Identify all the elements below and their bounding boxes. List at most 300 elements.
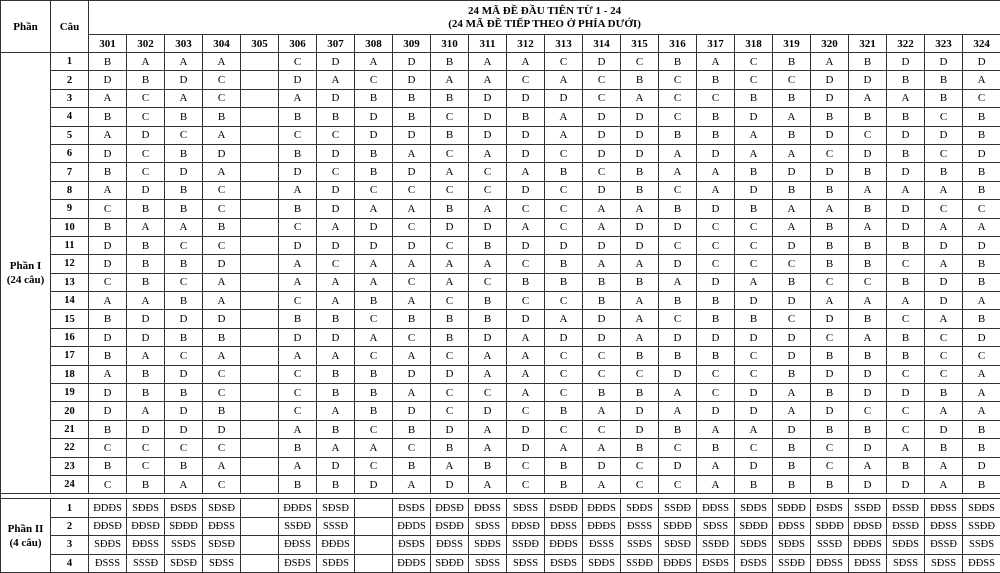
answer-cell: B bbox=[355, 292, 393, 310]
answer-cell: A bbox=[545, 126, 583, 144]
answer-cell: D bbox=[393, 163, 431, 181]
answer-cell: D bbox=[355, 236, 393, 254]
answer-cell: C bbox=[659, 310, 697, 328]
answer-cell: A bbox=[507, 163, 545, 181]
section-count: (4 câu) bbox=[1, 536, 50, 550]
answer-cell: D bbox=[659, 365, 697, 383]
answer-cell: D bbox=[773, 163, 811, 181]
answer-cell: D bbox=[431, 365, 469, 383]
answer-cell: ĐSĐĐ bbox=[545, 499, 583, 517]
answer-cell: D bbox=[697, 402, 735, 420]
answer-cell: C bbox=[127, 457, 165, 475]
answer-cell: D bbox=[431, 420, 469, 438]
answer-cell: SĐSĐ bbox=[317, 499, 355, 517]
answer-cell: C bbox=[963, 347, 1000, 365]
answer-cell: A bbox=[963, 71, 1000, 89]
answer-cell: C bbox=[963, 89, 1000, 107]
answer-cell: C bbox=[469, 181, 507, 199]
question-number: 16 bbox=[51, 328, 89, 346]
answer-cell: B bbox=[545, 255, 583, 273]
table-row bbox=[1, 163, 1000, 181]
answer-cell: A bbox=[355, 328, 393, 346]
answer-cell: D bbox=[89, 255, 127, 273]
answer-cell: B bbox=[355, 402, 393, 420]
answer-cell: A bbox=[469, 255, 507, 273]
answer-cell: ĐĐDS bbox=[393, 517, 431, 535]
answer-cell: A bbox=[849, 181, 887, 199]
answer-cell: D bbox=[127, 328, 165, 346]
answer-cell: D bbox=[925, 236, 963, 254]
answer-cell: B bbox=[431, 53, 469, 71]
answer-cell: D bbox=[963, 328, 1000, 346]
answer-cell: B bbox=[165, 200, 203, 218]
answer-cell: A bbox=[165, 475, 203, 493]
answer-cell: B bbox=[849, 236, 887, 254]
answer-cell: D bbox=[697, 200, 735, 218]
answer-cell: B bbox=[431, 439, 469, 457]
answer-cell: D bbox=[621, 236, 659, 254]
exam-code-header: 319 bbox=[773, 35, 811, 53]
answer-cell: C bbox=[203, 384, 241, 402]
answer-cell: SSĐS bbox=[621, 536, 659, 554]
answer-cell bbox=[355, 554, 393, 572]
answer-cell: D bbox=[621, 420, 659, 438]
answer-cell: A bbox=[393, 255, 431, 273]
answer-cell: ĐĐĐS bbox=[659, 554, 697, 572]
answer-cell: C bbox=[89, 273, 127, 291]
answer-cell: B bbox=[887, 144, 925, 162]
answer-cell bbox=[241, 536, 279, 554]
answer-cell: A bbox=[811, 200, 849, 218]
answer-cell: C bbox=[317, 255, 355, 273]
answer-cell: C bbox=[545, 384, 583, 402]
answer-cell: B bbox=[545, 273, 583, 291]
answer-cell: D bbox=[127, 126, 165, 144]
answer-cell: D bbox=[735, 181, 773, 199]
answer-cell: A bbox=[203, 457, 241, 475]
answer-cell: B bbox=[469, 236, 507, 254]
answer-cell: A bbox=[773, 108, 811, 126]
answer-cell: ĐSĐS bbox=[393, 536, 431, 554]
answer-cell: SSSĐ bbox=[127, 554, 165, 572]
answer-cell: SĐĐĐ bbox=[735, 517, 773, 535]
answer-cell: B bbox=[469, 292, 507, 310]
answer-cell: B bbox=[393, 310, 431, 328]
answer-cell: D bbox=[735, 457, 773, 475]
answer-cell: B bbox=[279, 310, 317, 328]
answer-cell: C bbox=[621, 457, 659, 475]
answer-cell: D bbox=[659, 328, 697, 346]
answer-cell: B bbox=[431, 328, 469, 346]
question-number: 9 bbox=[51, 200, 89, 218]
answer-cell: B bbox=[811, 347, 849, 365]
answer-cell: ĐĐĐS bbox=[583, 517, 621, 535]
exam-code-header: 301 bbox=[89, 35, 127, 53]
answer-cell: B bbox=[773, 126, 811, 144]
answer-cell: A bbox=[583, 475, 621, 493]
answer-cell bbox=[241, 292, 279, 310]
answer-cell: ĐĐSĐ bbox=[507, 517, 545, 535]
answer-cell: C bbox=[925, 200, 963, 218]
answer-cell: D bbox=[393, 126, 431, 144]
answer-cell: B bbox=[811, 108, 849, 126]
answer-cell: D bbox=[431, 218, 469, 236]
answer-cell: C bbox=[583, 163, 621, 181]
title-line-2: (24 MÃ ĐỀ TIẾP THEO Ở PHÍA DƯỚI) bbox=[89, 18, 1000, 31]
exam-code-header: 305 bbox=[241, 35, 279, 53]
answer-cell: B bbox=[89, 347, 127, 365]
answer-cell: B bbox=[621, 163, 659, 181]
answer-cell: A bbox=[545, 310, 583, 328]
answer-cell: ĐĐSS bbox=[963, 554, 1000, 572]
answer-cell bbox=[241, 108, 279, 126]
answer-cell: C bbox=[127, 108, 165, 126]
answer-cell: ĐĐSS bbox=[849, 554, 887, 572]
question-number: 2 bbox=[51, 71, 89, 89]
answer-cell bbox=[241, 384, 279, 402]
answer-cell: C bbox=[203, 365, 241, 383]
answer-cell: D bbox=[583, 457, 621, 475]
answer-cell: D bbox=[887, 163, 925, 181]
answer-cell bbox=[241, 402, 279, 420]
answer-cell: A bbox=[355, 53, 393, 71]
answer-cell: A bbox=[165, 53, 203, 71]
table-row bbox=[1, 310, 1000, 328]
answer-cell: B bbox=[887, 108, 925, 126]
answer-cell: A bbox=[545, 71, 583, 89]
answer-cell: C bbox=[659, 439, 697, 457]
answer-cell: B bbox=[545, 402, 583, 420]
answer-cell bbox=[355, 536, 393, 554]
answer-cell: C bbox=[659, 236, 697, 254]
answer-cell: D bbox=[203, 255, 241, 273]
answer-cell: C bbox=[583, 347, 621, 365]
answer-cell: C bbox=[317, 126, 355, 144]
answer-cell: C bbox=[659, 71, 697, 89]
answer-cell: D bbox=[849, 439, 887, 457]
answer-cell: C bbox=[279, 126, 317, 144]
answer-cell: C bbox=[811, 439, 849, 457]
answer-cell: B bbox=[925, 89, 963, 107]
answer-cell: C bbox=[393, 439, 431, 457]
answer-cell: A bbox=[317, 218, 355, 236]
answer-cell: A bbox=[89, 89, 127, 107]
answer-cell: A bbox=[317, 71, 355, 89]
question-number: 19 bbox=[51, 384, 89, 402]
part1-section-label bbox=[1, 53, 51, 494]
answer-cell: B bbox=[583, 273, 621, 291]
answer-cell: B bbox=[697, 310, 735, 328]
answer-cell: C bbox=[469, 163, 507, 181]
answer-cell: SĐĐS bbox=[963, 499, 1000, 517]
answer-cell: B bbox=[393, 108, 431, 126]
answer-cell: D bbox=[545, 89, 583, 107]
answer-cell bbox=[355, 499, 393, 517]
column-header-cau: Câu bbox=[51, 1, 89, 53]
answer-cell: A bbox=[659, 384, 697, 402]
answer-cell: D bbox=[735, 108, 773, 126]
answer-cell: A bbox=[697, 420, 735, 438]
answer-cell: B bbox=[659, 200, 697, 218]
answer-cell: B bbox=[393, 420, 431, 438]
answer-cell: SĐSĐ bbox=[165, 554, 203, 572]
answer-cell: B bbox=[773, 365, 811, 383]
table-row bbox=[1, 365, 1000, 383]
answer-cell: C bbox=[203, 89, 241, 107]
answer-cell: B bbox=[849, 255, 887, 273]
answer-cell: C bbox=[507, 402, 545, 420]
answer-cell: B bbox=[89, 163, 127, 181]
answer-cell: B bbox=[127, 255, 165, 273]
answer-cell: D bbox=[583, 144, 621, 162]
answer-cell: ĐĐĐS bbox=[393, 554, 431, 572]
answer-cell: SSĐĐ bbox=[697, 536, 735, 554]
answer-cell: D bbox=[317, 89, 355, 107]
answer-cell bbox=[241, 200, 279, 218]
answer-cell: ĐĐĐS bbox=[849, 536, 887, 554]
answer-cell: ĐĐSĐ bbox=[431, 499, 469, 517]
answer-cell: C bbox=[887, 365, 925, 383]
answer-cell: A bbox=[773, 144, 811, 162]
table-row bbox=[1, 517, 1000, 535]
answer-cell: B bbox=[127, 273, 165, 291]
answer-cell bbox=[241, 163, 279, 181]
answer-cell: D bbox=[811, 365, 849, 383]
answer-cell: C bbox=[355, 347, 393, 365]
answer-cell: ĐSSĐ bbox=[925, 536, 963, 554]
answer-cell: D bbox=[317, 200, 355, 218]
answer-cell: B bbox=[849, 310, 887, 328]
question-number: 2 bbox=[51, 517, 89, 535]
answer-cell: D bbox=[849, 144, 887, 162]
table-row bbox=[1, 236, 1000, 254]
answer-cell: ĐĐSS bbox=[279, 536, 317, 554]
table-row bbox=[1, 457, 1000, 475]
answer-cell: B bbox=[127, 365, 165, 383]
answer-cell: A bbox=[393, 292, 431, 310]
answer-cell: A bbox=[203, 347, 241, 365]
answer-cell: ĐĐSS bbox=[925, 499, 963, 517]
answer-cell: C bbox=[811, 273, 849, 291]
answer-cell: C bbox=[431, 384, 469, 402]
answer-cell: A bbox=[849, 457, 887, 475]
answer-cell: C bbox=[811, 144, 849, 162]
answer-cell: B bbox=[203, 218, 241, 236]
answer-cell: ĐĐĐS bbox=[583, 499, 621, 517]
table-row bbox=[1, 536, 1000, 554]
answer-cell: C bbox=[431, 402, 469, 420]
answer-cell: B bbox=[431, 200, 469, 218]
answer-cell: B bbox=[621, 347, 659, 365]
answer-cell: B bbox=[925, 384, 963, 402]
table-row bbox=[1, 384, 1000, 402]
table-row bbox=[1, 328, 1000, 346]
table-row bbox=[1, 89, 1000, 107]
answer-cell: SĐĐS bbox=[773, 536, 811, 554]
answer-cell: A bbox=[621, 200, 659, 218]
answer-cell: D bbox=[773, 236, 811, 254]
answer-cell: B bbox=[925, 163, 963, 181]
answer-cell: ĐDĐS bbox=[89, 499, 127, 517]
answer-cell bbox=[241, 310, 279, 328]
answer-cell: C bbox=[925, 365, 963, 383]
table-row bbox=[1, 554, 1000, 572]
answer-cell: A bbox=[925, 255, 963, 273]
answer-cell: A bbox=[431, 273, 469, 291]
answer-cell: C bbox=[393, 328, 431, 346]
answer-cell: A bbox=[469, 475, 507, 493]
answer-cell: D bbox=[849, 365, 887, 383]
answer-cell: C bbox=[925, 144, 963, 162]
answer-cell: SĐĐĐ bbox=[773, 499, 811, 517]
answer-cell: B bbox=[697, 126, 735, 144]
answer-cell: ĐĐĐS bbox=[545, 536, 583, 554]
answer-cell: C bbox=[849, 402, 887, 420]
answer-cell: B bbox=[697, 347, 735, 365]
answer-cell: ĐĐSĐ bbox=[127, 517, 165, 535]
exam-code-header: 307 bbox=[317, 35, 355, 53]
answer-cell: C bbox=[621, 475, 659, 493]
answer-cell: C bbox=[203, 475, 241, 493]
answer-cell: C bbox=[545, 347, 583, 365]
question-number: 10 bbox=[51, 218, 89, 236]
answer-cell: A bbox=[89, 292, 127, 310]
table-row bbox=[1, 71, 1000, 89]
answer-cell: B bbox=[735, 200, 773, 218]
answer-cell: B bbox=[165, 457, 203, 475]
answer-cell bbox=[241, 144, 279, 162]
answer-cell: D bbox=[507, 420, 545, 438]
answer-cell: B bbox=[89, 310, 127, 328]
answer-cell: A bbox=[127, 218, 165, 236]
answer-cell: B bbox=[659, 292, 697, 310]
answer-cell: D bbox=[811, 402, 849, 420]
answer-cell: A bbox=[127, 292, 165, 310]
answer-cell: C bbox=[279, 53, 317, 71]
answer-cell: SSĐĐ bbox=[963, 517, 1000, 535]
answer-cell: SĐĐĐ bbox=[659, 517, 697, 535]
answer-cell: B bbox=[355, 365, 393, 383]
exam-code-header: 309 bbox=[393, 35, 431, 53]
answer-cell: B bbox=[431, 126, 469, 144]
answer-cell: D bbox=[735, 402, 773, 420]
answer-cell: B bbox=[963, 255, 1000, 273]
answer-cell: A bbox=[583, 439, 621, 457]
question-number: 4 bbox=[51, 554, 89, 572]
answer-cell: B bbox=[89, 457, 127, 475]
answer-cell: SSĐĐ bbox=[507, 536, 545, 554]
answer-cell: D bbox=[811, 89, 849, 107]
answer-cell: D bbox=[735, 328, 773, 346]
answer-cell: C bbox=[963, 200, 1000, 218]
answer-cell: A bbox=[469, 144, 507, 162]
answer-cell: D bbox=[279, 328, 317, 346]
answer-cell: B bbox=[887, 347, 925, 365]
answer-cell: D bbox=[925, 53, 963, 71]
answer-cell: ĐSSS bbox=[621, 517, 659, 535]
answer-cell: D bbox=[507, 236, 545, 254]
exam-code-header: 312 bbox=[507, 35, 545, 53]
question-number: 1 bbox=[51, 53, 89, 71]
answer-cell: C bbox=[431, 292, 469, 310]
answer-cell: A bbox=[659, 144, 697, 162]
answer-cell: SĐSĐ bbox=[203, 536, 241, 554]
answer-cell: C bbox=[507, 475, 545, 493]
answer-cell: ĐĐSS bbox=[203, 517, 241, 535]
answer-cell: B bbox=[849, 347, 887, 365]
answer-cell: A bbox=[773, 384, 811, 402]
answer-cell: D bbox=[621, 144, 659, 162]
answer-cell: B bbox=[393, 89, 431, 107]
answer-cell: B bbox=[811, 384, 849, 402]
answer-cell: B bbox=[279, 200, 317, 218]
answer-cell: A bbox=[659, 402, 697, 420]
table-row bbox=[1, 499, 1000, 517]
answer-cell: A bbox=[849, 328, 887, 346]
answer-cell: D bbox=[355, 108, 393, 126]
answer-cell: B bbox=[925, 71, 963, 89]
answer-cell: SSĐĐ bbox=[849, 499, 887, 517]
answer-cell: A bbox=[697, 475, 735, 493]
answer-cell: A bbox=[925, 181, 963, 199]
answer-cell: A bbox=[507, 384, 545, 402]
answer-cell: C bbox=[697, 255, 735, 273]
answer-cell: B bbox=[697, 292, 735, 310]
answer-cell: A bbox=[887, 89, 925, 107]
answer-cell: D bbox=[127, 310, 165, 328]
answer-cell: D bbox=[393, 365, 431, 383]
answer-cell: C bbox=[659, 181, 697, 199]
answer-cell: A bbox=[545, 439, 583, 457]
answer-cell bbox=[241, 126, 279, 144]
answer-cell: B bbox=[279, 475, 317, 493]
title-line-1: 24 MÃ ĐỀ ĐẦU TIÊN TỪ 1 - 24 bbox=[89, 5, 1000, 18]
answer-cell bbox=[241, 517, 279, 535]
answer-cell: SĐSS bbox=[203, 554, 241, 572]
answer-cell: SĐĐS bbox=[583, 554, 621, 572]
exam-code-header: 314 bbox=[583, 35, 621, 53]
answer-cell: ĐSSĐ bbox=[887, 499, 925, 517]
answer-cell: B bbox=[469, 457, 507, 475]
answer-cell: A bbox=[697, 457, 735, 475]
answer-cell: D bbox=[583, 310, 621, 328]
question-number: 15 bbox=[51, 310, 89, 328]
answer-cell: B bbox=[89, 108, 127, 126]
answer-cell: B bbox=[279, 108, 317, 126]
answer-cell: SĐĐS bbox=[89, 536, 127, 554]
answer-cell: D bbox=[507, 181, 545, 199]
answer-cell: D bbox=[89, 384, 127, 402]
answer-cell: B bbox=[773, 273, 811, 291]
answer-cell: D bbox=[925, 126, 963, 144]
answer-cell: A bbox=[849, 218, 887, 236]
answer-cell: C bbox=[887, 420, 925, 438]
answer-cell: D bbox=[469, 126, 507, 144]
answer-cell: D bbox=[887, 384, 925, 402]
answer-cell: B bbox=[317, 365, 355, 383]
answer-cell: D bbox=[507, 439, 545, 457]
answer-cell: D bbox=[89, 402, 127, 420]
answer-cell: B bbox=[127, 384, 165, 402]
answer-cell: SĐSS bbox=[925, 554, 963, 572]
answer-cell: D bbox=[583, 53, 621, 71]
table-row bbox=[1, 420, 1000, 438]
answer-cell: B bbox=[621, 439, 659, 457]
answer-cell: C bbox=[507, 457, 545, 475]
answer-cell: B bbox=[127, 236, 165, 254]
answer-cell: B bbox=[887, 328, 925, 346]
answer-cell: D bbox=[621, 402, 659, 420]
